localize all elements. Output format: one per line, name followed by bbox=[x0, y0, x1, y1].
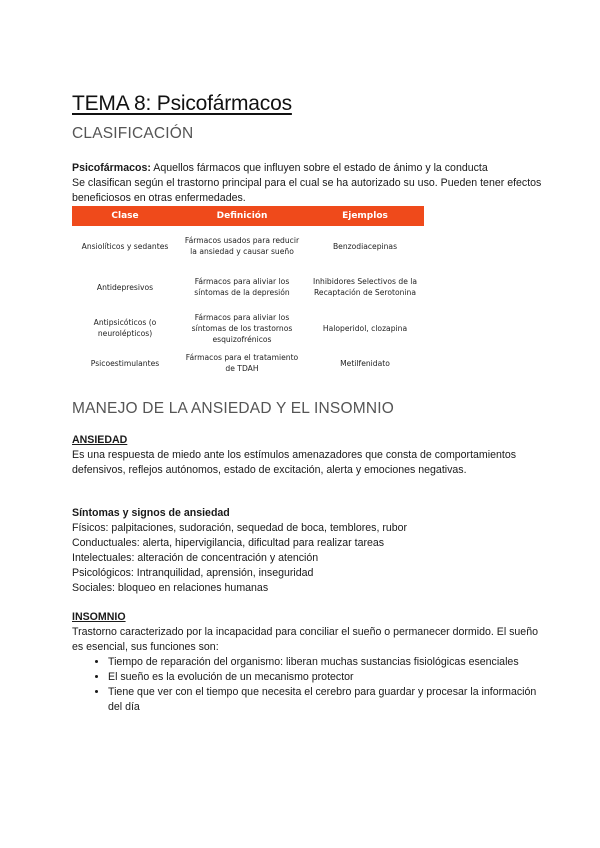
ansiedad-block bbox=[72, 433, 542, 478]
clasificacion-paragraph bbox=[72, 161, 542, 206]
table-cell-definicion: Fármacos usados para reducir la ansiedad y causar sueño bbox=[184, 236, 300, 256]
sintomas-heading: Síntomas y signos de ansiedad bbox=[72, 507, 230, 519]
table-cell-definicion: Fármacos para el tratamiento de TDAH bbox=[185, 353, 299, 373]
page-title: TEMA 8: Psicofármacos bbox=[72, 92, 292, 115]
table-cell-ejemplos: Metilfenidato bbox=[340, 358, 390, 368]
section-heading-clasificacion: CLASIFICACIÓN bbox=[72, 125, 194, 142]
table-cell-clase: Antipsicóticos (o neurolépticos) bbox=[93, 318, 157, 338]
sintomas-block bbox=[72, 506, 542, 596]
term-psicofarmacos: Psicofármacos: bbox=[72, 162, 151, 174]
clasificacion-line2: Se clasifican según el trastorno principal para el cual se ha autorizado su uso. Pueden tener efectos beneficiosos en otras enfermedades. bbox=[72, 177, 542, 204]
table-row bbox=[72, 348, 424, 378]
table-row bbox=[72, 266, 424, 308]
table-header-row bbox=[72, 206, 424, 226]
insomnio-heading: INSOMNIO bbox=[72, 611, 126, 623]
classification-table bbox=[72, 206, 424, 378]
table-header-definicion: Definición bbox=[178, 206, 306, 226]
table-cell-ejemplos: Benzodiacepinas bbox=[332, 241, 398, 251]
sintoma-sociales: Sociales: bloqueo en relaciones humanas bbox=[72, 582, 269, 594]
ansiedad-heading: ANSIEDAD bbox=[72, 434, 128, 446]
section-heading-manejo: MANEJO DE LA ANSIEDAD Y EL INSOMNIO bbox=[72, 400, 394, 417]
list-item: • Tiene que ver con el tiempo que necesita el cerebro para guardar y procesar la información del día bbox=[108, 685, 548, 715]
sintoma-conductuales: Conductuales: alerta, hipervigilancia, dificultad para realizar tareas bbox=[72, 537, 385, 549]
table-row bbox=[72, 226, 424, 266]
table-cell-clase: Antidepresivos bbox=[96, 282, 154, 292]
table-cell-clase: Psicoestimulantes bbox=[90, 358, 160, 368]
table-cell-ejemplos: Haloperidol, clozapina bbox=[322, 323, 408, 333]
table-cell-ejemplos: Inhibidores Selectivos de la Recaptación de Serotonina bbox=[312, 277, 418, 297]
table-cell-definicion: Fármacos para aliviar los síntomas de los trastornos esquizofrénicos bbox=[191, 312, 293, 344]
sintoma-intelectuales: Intelectuales: alteración de concentración y atención bbox=[72, 552, 319, 564]
table-header-clase: Clase bbox=[72, 206, 178, 226]
insomnio-functions-list bbox=[72, 655, 548, 715]
list-item: • El sueño es la evolución de un mecanismo protector bbox=[108, 670, 548, 685]
table-cell-definicion: Fármacos para aliviar los síntomas de la depresión bbox=[194, 277, 290, 297]
term-definition: Aquellos fármacos que influyen sobre el estado de ánimo y la conducta bbox=[150, 162, 488, 174]
list-item: • Tiempo de reparación del organismo: liberan muchas sustancias fisiológicas esenciales bbox=[108, 655, 548, 670]
insomnio-text: Trastorno caracterizado por la incapacidad para conciliar el sueño o permanecer dormido. El sueño es esencial, sus funciones son: bbox=[72, 626, 538, 653]
table-header-ejemplos: Ejemplos bbox=[306, 206, 424, 226]
sintoma-fisicos: Físicos: palpitaciones, sudoración, sequedad de boca, temblores, rubor bbox=[72, 522, 408, 534]
insomnio-block bbox=[72, 610, 542, 655]
table-row bbox=[72, 308, 424, 348]
sintoma-psicologicos: Psicológicos: Intranquilidad, aprensión, inseguridad bbox=[72, 567, 314, 579]
table-cell-clase: Ansiolíticos y sedantes bbox=[81, 241, 169, 251]
ansiedad-text: Es una respuesta de miedo ante los estímulos amenazadores que consta de comportamientos defensivos, reflejos autónomos, estado de excitación, alerta y emociones negativas. bbox=[72, 449, 517, 476]
